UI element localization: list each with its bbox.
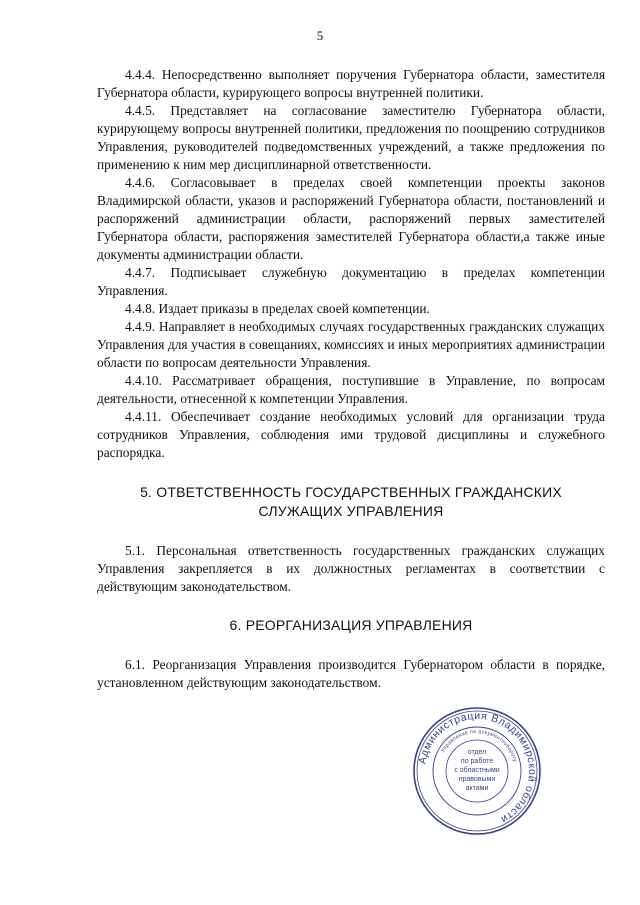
paragraph-6-1: 6.1. Реорганизация Управления производится Губернатором области в порядке, установленном действующим законодательством. <box>97 657 605 690</box>
paragraph-4-4-5: 4.4.5. Представляет на согласование заместителю Губернатора области, курирующему вопросы внутренней политики, предложения по поощрению сотрудников Управления, руководителей подведомственных учреждений, а также предложения по применению к ним мер дисциплинарной ответственности. <box>97 103 605 172</box>
page-number: 5 <box>316 28 324 43</box>
stamp-center-line-5: актами <box>465 785 489 792</box>
paragraph-4-4-7: 4.4.7. Подписывает служебную документацию в пределах компетенции Управления. <box>97 265 605 298</box>
stamp-outer-text: Администрация Владимирской области <box>416 709 539 826</box>
paragraph-4-4-11: 4.4.11. Обеспечивает создание необходимых условий для организации труда сотрудников Управления, соблюдения ими трудовой дисциплины и служебного распорядка. <box>97 409 605 460</box>
paragraph-4-4-9: 4.4.9. Направляет в необходимых случаях государственных гражданских служащих Управления для участия в совещаниях, комиссиях и иных мероприятиях администрации области по вопросам деятельности Управления. <box>97 319 605 370</box>
stamp-center-line-3: с областными <box>454 767 500 774</box>
paragraph-5-1: 5.1. Персональная ответственность государственных гражданских служащих Управления закрепляется в их должностных регламентах в соответствии с действующим законодательством. <box>97 543 605 594</box>
stamp-inner-ring-text: Управление по документообороту <box>440 728 518 763</box>
document-body <box>97 66 605 692</box>
section-5-heading <box>97 483 605 521</box>
stamp-center-line-4: правовыми <box>458 776 496 783</box>
section-5-heading-line-1: 5. ОТВЕТСТВЕННОСТЬ ГОСУДАРСТВЕННЫХ ГРАЖДАНСКИХ <box>140 484 562 500</box>
stamp-center-line-2: по работе <box>460 758 494 765</box>
stamp-center-line-1: отдел <box>467 749 487 756</box>
section-6-heading: 6. РЕОРГАНИЗАЦИЯ УПРАВЛЕНИЯ <box>229 617 473 633</box>
section-5-heading-line-2: СЛУЖАЩИХ УПРАВЛЕНИЯ <box>258 503 444 519</box>
paragraph-4-4-4: 4.4.4. Непосредственно выполняет поручения Губернатора области, заместителя Губернатора области, курирующего вопросы внутренней политики. <box>97 67 605 100</box>
paragraph-4-4-8: 4.4.8. Издает приказы в пределах своей компетенции. <box>125 301 430 316</box>
paragraph-4-4-10: 4.4.10. Рассматривает обращения, поступившие в Управление, по вопросам деятельности, отнесенной к компетенции Управления. <box>97 373 605 406</box>
official-stamp <box>412 706 542 836</box>
paragraph-4-4-6: 4.4.6. Согласовывает в пределах своей компетенции проекты законов Владимирской области, указов и распоряжений Губернатора области, постановлений и распоряжений администрации области, распоряжений первых заместителей Губернатора области, распоряжения заместителей Губернатора области,а также иные документы администрации области. <box>97 175 605 262</box>
